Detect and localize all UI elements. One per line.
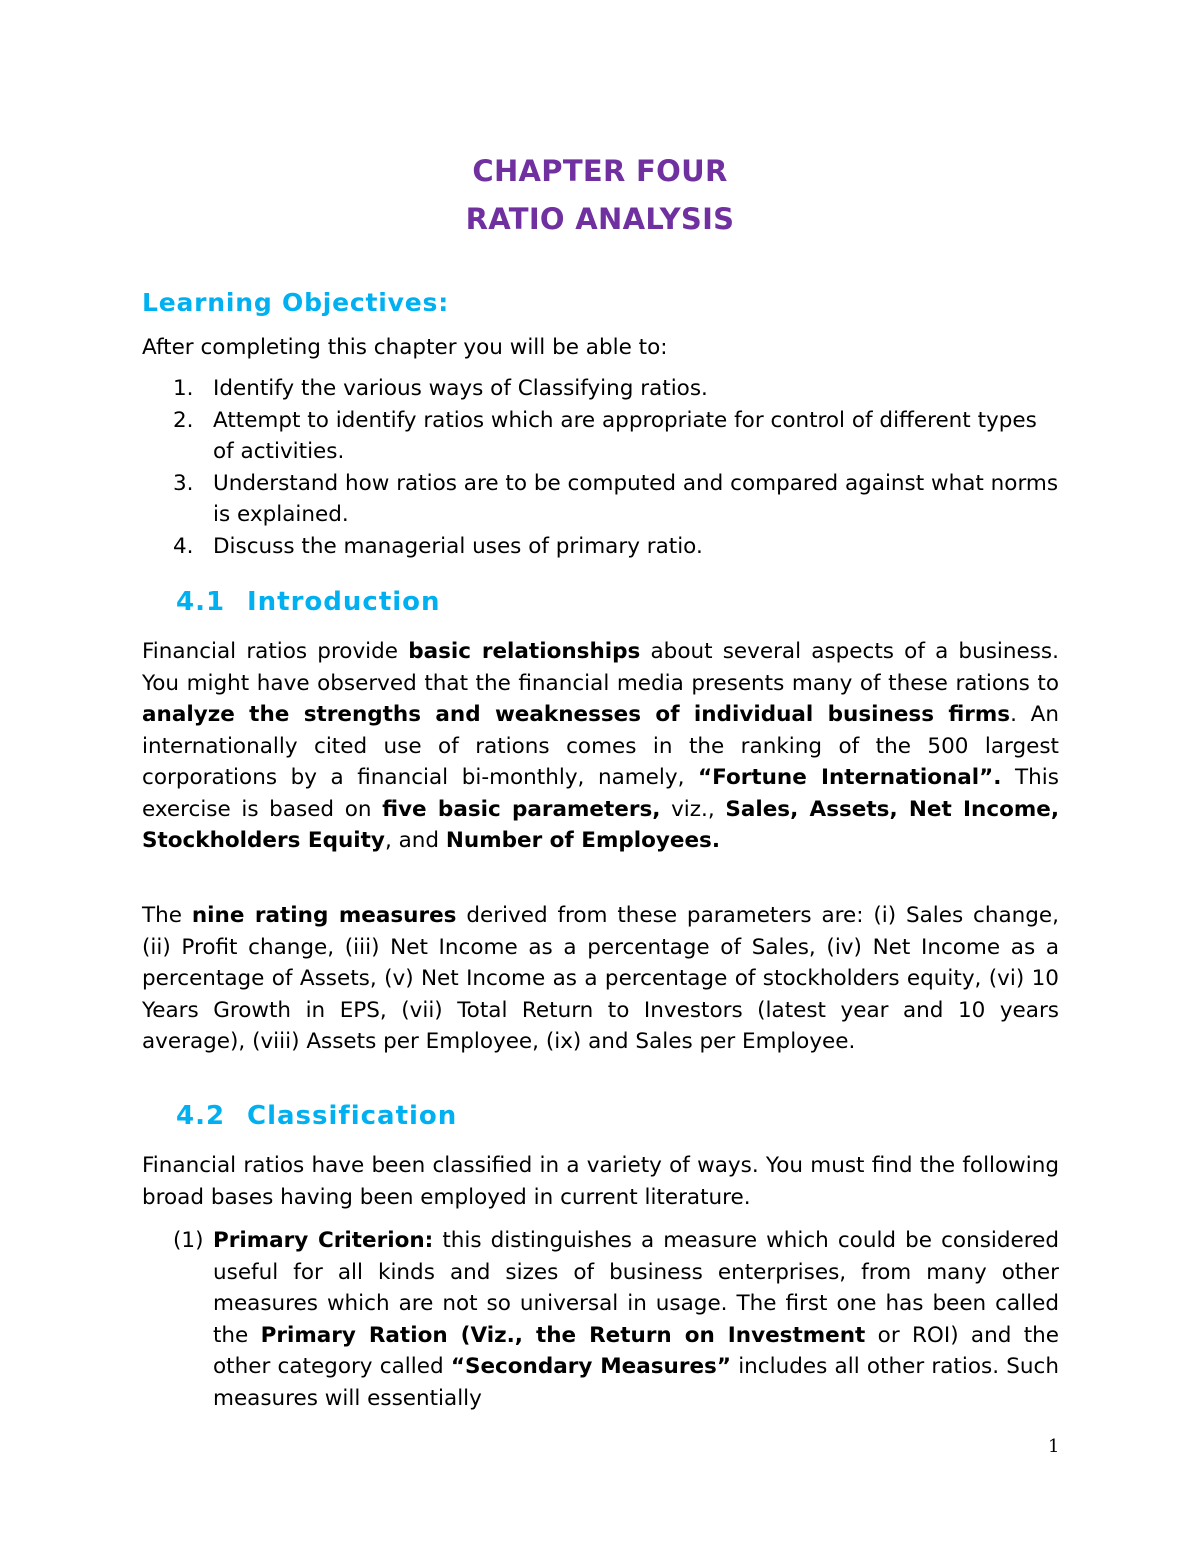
bold-text: “Secondary Measures” xyxy=(450,1354,731,1379)
bold-text: Sales, Assets, Net Income, Stockholders Equity xyxy=(142,796,1059,853)
bold-text: Number of Employees. xyxy=(445,828,721,853)
intro-paragraph-1: Financial ratios provide basic relationships about several aspects of a business. You might have observed that the financial media presents many of these rations to analyze the strengths and weaknesses of individual business firms. An internationally cited use of rations comes in the ranking of the 500 largest corporations by a financial bi-monthly, namely, “Fortune International”. This exercise is based on five basic parameters, viz., Sales, Assets, Net Income, Stockholders Equity, and Number of Employees. xyxy=(142,639,1059,853)
bold-text: Primary Ration (Viz., the Return on Investment xyxy=(260,1322,866,1348)
bold-text: “Fortune International”. xyxy=(698,765,1002,790)
page-number: 1 xyxy=(1048,1436,1060,1457)
section-number: 4.1 xyxy=(176,587,226,617)
criterion-item: (1) Primary Criterion: this distinguishes a measure which could be considered useful for all kinds and sizes of business enterprises, from many other measures which are not so universal in usage. The first one has been called the Primary Ration (Viz., the Return on Investment or ROI) and the other category called “Secondary Measures” includes all other ratios. Such measures will essentially xyxy=(142,1225,1059,1414)
list-text: Identify the various ways of Classifying ratios. xyxy=(213,376,708,401)
list-text: Attempt to identify ratios which are appropriate for control of different types of activities. xyxy=(213,407,1037,464)
list-item xyxy=(142,468,1060,531)
classification-paragraph: Financial ratios have been classified in a variety of ways. You must find the following broad bases having been employed in current literature. xyxy=(142,1153,1059,1210)
list-number: 4. xyxy=(173,533,194,559)
section-heading-classification xyxy=(176,1101,457,1131)
intro-paragraph-2: The nine rating measures derived from these parameters are: (i) Sales change, (ii) Profit change, (iii) Net Income as a percentage of Sales, (iv) Net Income as a percentage of Assets, (v) Net Income as a percentage of stockholders equity, (vi) 10 Years Growth in EPS, (vii) Total Return to Investors (latest year and 10 years average), (viii) Assets per Employee, (ix) and Sales per Employee. xyxy=(142,903,1059,1054)
bold-text: nine rating measures xyxy=(191,903,457,928)
list-number: 2. xyxy=(173,407,194,433)
list-item xyxy=(142,373,1060,405)
objectives-intro: After completing this chapter you will be able to: xyxy=(142,335,668,360)
chapter-label: CHAPTER FOUR xyxy=(472,154,728,188)
section-heading-introduction xyxy=(176,587,441,617)
section-number: 4.2 xyxy=(176,1101,226,1131)
section-title: Classification xyxy=(247,1101,458,1131)
bold-text: five basic parameters, xyxy=(382,796,661,822)
list-item xyxy=(142,531,1060,563)
objectives-list xyxy=(142,373,1060,562)
learning-objectives-heading: Learning Objectives: xyxy=(142,288,449,317)
list-number: 1. xyxy=(173,376,194,401)
bold-text: Primary Criterion: xyxy=(213,1228,434,1253)
bold-text: analyze the strengths and weaknesses of individual business firms xyxy=(142,702,1011,727)
chapter-title: RATIO ANALYSIS xyxy=(465,202,735,236)
bold-text: basic relationships xyxy=(408,639,641,664)
list-item xyxy=(142,405,1060,468)
list-text: Understand how ratios are to be computed and compared against what norms is explained. xyxy=(213,470,1059,527)
list-number: 3. xyxy=(173,470,194,496)
list-text: Discuss the managerial uses of primary ratio. xyxy=(213,533,703,559)
section-title: Introduction xyxy=(247,587,441,617)
criterion-number: (1) xyxy=(173,1228,204,1253)
